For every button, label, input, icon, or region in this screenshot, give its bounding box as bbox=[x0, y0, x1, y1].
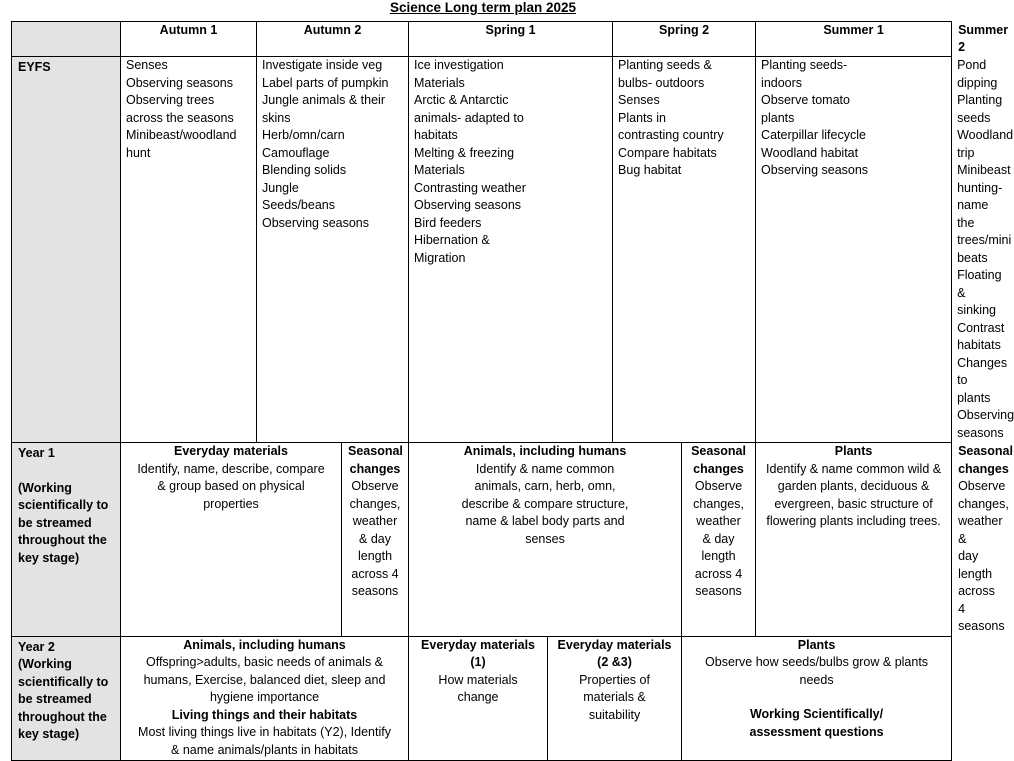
text-line: (2 &3) bbox=[597, 655, 632, 669]
topic-title bbox=[554, 637, 675, 672]
text-line: habitats bbox=[414, 128, 458, 142]
text-line: length bbox=[357, 549, 393, 563]
text-line: properties bbox=[203, 496, 259, 511]
text-line: throughout the bbox=[18, 709, 107, 724]
text-line: Contrasting weather bbox=[414, 180, 526, 195]
year1-seasonal-changes-b bbox=[682, 443, 756, 637]
page-title: Science Long term plan 2025 bbox=[389, 0, 577, 15]
text-line: skins bbox=[262, 110, 291, 125]
text-line: Caterpillar lifecycle bbox=[761, 128, 866, 142]
text-line: Melting & freezing bbox=[414, 145, 515, 160]
year2-plants bbox=[682, 636, 952, 760]
topic-title: Animals, including humans bbox=[183, 637, 346, 652]
header-spring1: Spring 1 bbox=[409, 22, 613, 57]
text-line: Senses bbox=[618, 93, 660, 107]
text-line: Plants in bbox=[618, 110, 666, 125]
text-line: Label parts of pumpkin bbox=[262, 75, 389, 90]
text-line: Year 2 bbox=[18, 639, 55, 654]
eyfs-summer1 bbox=[756, 57, 952, 443]
text-line: length bbox=[701, 549, 736, 563]
year1-label-line: throughout the bbox=[18, 533, 107, 547]
year1-label-line: be streamed bbox=[18, 515, 92, 530]
corner-cell bbox=[12, 22, 121, 57]
topic-title: Animals, including humans bbox=[463, 444, 627, 458]
year1-label-line: Year 1 bbox=[18, 446, 55, 460]
text-line: across 4 bbox=[694, 566, 743, 581]
text-line: hunt bbox=[126, 145, 151, 160]
text-line: Blending solids bbox=[262, 163, 347, 177]
text-line: Identify, name, describe, compare bbox=[137, 461, 325, 476]
text-line: Planting seeds- bbox=[761, 58, 848, 72]
text-line: seasons bbox=[695, 584, 742, 598]
header-autumn1: Autumn 1 bbox=[121, 22, 257, 57]
year2-animals-living-things bbox=[121, 636, 409, 760]
topic-title bbox=[415, 637, 541, 672]
topic-title: Living things and their habitats bbox=[171, 707, 358, 722]
text-line: Senses bbox=[126, 58, 168, 72]
text-line: (Working bbox=[18, 657, 72, 671]
text-line: weather bbox=[696, 514, 741, 528]
topic-title: Everyday materials bbox=[174, 444, 288, 458]
topic-lines bbox=[688, 654, 945, 689]
text-line: be streamed bbox=[18, 692, 92, 706]
year1-label bbox=[12, 443, 121, 637]
text-line: Jungle animals & their bbox=[262, 93, 385, 107]
text-line: Offspring>adults, basic needs of animals & bbox=[145, 655, 384, 669]
topic-title bbox=[688, 443, 749, 478]
header-spring2: Spring 2 bbox=[613, 22, 756, 57]
text-line: suitability bbox=[588, 707, 641, 722]
text-line: bulbs- outdoors bbox=[618, 75, 705, 90]
text-line: Woodland habitat bbox=[761, 145, 859, 160]
eyfs-spring1 bbox=[409, 57, 613, 443]
text-line: changes, bbox=[349, 496, 401, 511]
eyfs-autumn1 bbox=[121, 57, 257, 443]
text-line: Seeds/beans bbox=[262, 198, 335, 212]
text-line: name & label body parts and bbox=[465, 514, 625, 528]
text-line: (1) bbox=[470, 655, 486, 669]
text-line: Observe bbox=[351, 479, 399, 493]
text-line: Materials bbox=[414, 75, 465, 90]
text-line: & name animals/plants in habitats bbox=[171, 742, 358, 757]
text-line: Observe how seeds/bulbs grow & plants bbox=[705, 655, 929, 669]
text-line: scientifically to bbox=[18, 674, 109, 689]
text-line: Identify & name common bbox=[475, 461, 615, 476]
text-line: Observe tomato bbox=[761, 93, 850, 107]
year1-label-line: key stage) bbox=[18, 550, 80, 565]
text-line: Observing seasons bbox=[126, 75, 234, 90]
topic-lines bbox=[688, 478, 749, 601]
year1-everyday-materials bbox=[121, 443, 342, 637]
text-line: hygiene importance bbox=[209, 690, 320, 704]
year1-seasonal-changes-a bbox=[342, 443, 409, 637]
eyfs-row: EYFS Senses Observing seasons Observing trees across the seasons Minibeast/woodland hunt Investigate inside veg Label parts of pumpkin Jungle animals & their skins Herb/omn/carn Camouflage Blending solids Jungle Seeds/beans Observing seasons Ice investigation Materials Arctic & Antarctic animals- adapted to habitats Melting & freezing Materials Contrasting weather Observing seasons Bird feeders Hibernation & Migration Planting seeds & bulbs- outdoors Senses Plants in contrasting country Compare habitats Bug habitat Planting seeds- indoors Observe tomato plants Caterpillar lifecycle Woodland habitat Observing seasons Pond dipping Planting seeds Woodland trip Minibeast hunting- name the trees/mini beats Floating & sinking Contrast habitats Changes to plants Observing seasons bbox=[12, 57, 952, 443]
header-row: Autumn 1 Autumn 2 Spring 1 Spring 2 Summer 1 Summer 2 bbox=[12, 22, 952, 57]
text-line: weather bbox=[352, 514, 398, 528]
topic-title bbox=[348, 443, 402, 478]
text-line: humans, Exercise, balanced diet, sleep and bbox=[143, 672, 386, 687]
text-line: Herb/omn/carn bbox=[262, 128, 345, 142]
topic-lines bbox=[762, 461, 945, 531]
year1-row: Year 1 (Working scientifically to be streamed throughout the key stage) Everyday materials Identify, name, describe, compare & group based on physical properties Seasonal changes Observe changes, weather & day length across 4 seasons Animals, including humans Identify & name common animals, carn, herb, omn, describe & compare structure, name & label body parts and senses Seasonal changes Observe changes, weather & day length across 4 seasons Plants Identify & name common wild & garden plants, deciduous & evergreen, basic structure of flowering plants including trees. Seasonal changes Observe changes, weather & day length across 4 seasons bbox=[12, 443, 952, 637]
eyfs-spring2 bbox=[613, 57, 756, 443]
header-summer1: Summer 1 bbox=[756, 22, 952, 57]
text-line: Hibernation & bbox=[414, 233, 490, 247]
year1-animals bbox=[409, 443, 682, 637]
year2-label bbox=[12, 636, 121, 760]
topic-lines bbox=[348, 478, 402, 601]
text-line: key stage) bbox=[18, 727, 80, 741]
eyfs-label: EYFS bbox=[12, 57, 121, 443]
text-line: & day bbox=[702, 531, 735, 546]
topic-title: Plants bbox=[797, 637, 836, 652]
text-line: evergreen, basic structure of bbox=[774, 496, 933, 511]
year1-plants bbox=[756, 443, 952, 637]
text-line: across the seasons bbox=[126, 110, 234, 125]
header-autumn2: Autumn 2 bbox=[257, 22, 409, 57]
text-line: Planting seeds & bbox=[618, 58, 712, 72]
text-line: Camouflage bbox=[262, 145, 330, 160]
text-line: Observing seasons bbox=[761, 163, 869, 177]
text-line: garden plants, deciduous & bbox=[777, 479, 930, 493]
text-line: Everyday materials bbox=[557, 637, 672, 652]
text-line: flowering plants including trees. bbox=[766, 514, 941, 528]
text-line: materials & bbox=[583, 690, 646, 704]
text-line: Jungle bbox=[262, 180, 299, 195]
year2-row bbox=[12, 636, 952, 760]
text-line: indoors bbox=[761, 75, 803, 90]
year2-everyday-materials-1 bbox=[409, 636, 548, 760]
text-line: needs bbox=[799, 672, 834, 687]
text-line: changes, bbox=[693, 496, 744, 511]
text-line: Most living things live in habitats (Y2), Identify bbox=[138, 725, 391, 739]
text-line: Observing trees bbox=[126, 93, 215, 107]
topic-footer bbox=[688, 706, 945, 741]
text-line: Observe bbox=[694, 479, 743, 493]
text-line: Seasonal bbox=[691, 444, 746, 458]
topic-lines bbox=[127, 461, 335, 514]
text-line: change bbox=[457, 690, 499, 704]
topic-lines bbox=[415, 461, 675, 549]
text-line: How materials bbox=[438, 672, 518, 687]
text-line: Minibeast/woodland bbox=[126, 128, 237, 142]
text-line: Bird feeders bbox=[414, 215, 482, 230]
text-line: animals, carn, herb, omn, bbox=[474, 479, 616, 493]
text-line: Identify & name common wild & bbox=[766, 461, 942, 476]
long-term-plan-table bbox=[11, 21, 1014, 761]
text-line: plants bbox=[761, 110, 795, 125]
text-line: across 4 bbox=[351, 566, 399, 581]
text-line: Arctic & Antarctic bbox=[414, 93, 509, 107]
text-line: describe & compare structure, bbox=[461, 496, 629, 511]
text-line: Investigate inside veg bbox=[262, 58, 383, 72]
text-line: Properties of bbox=[579, 672, 650, 687]
text-line: & group based on physical bbox=[157, 479, 305, 493]
text-line: changes bbox=[693, 461, 744, 476]
topic-lines bbox=[554, 672, 675, 725]
year2-everyday-materials-2-3 bbox=[548, 636, 682, 760]
text-line: Materials bbox=[414, 163, 465, 177]
text-line: senses bbox=[525, 531, 565, 546]
text-line: Ice investigation bbox=[414, 58, 504, 72]
text-line: Bug habitat bbox=[618, 163, 682, 177]
text-line: Compare habitats bbox=[618, 145, 717, 160]
text-line: Working Scientifically/ bbox=[749, 707, 884, 721]
year1-label-line: scientifically to bbox=[18, 498, 109, 512]
text-line: Seasonal bbox=[348, 444, 403, 458]
text-line: contrasting country bbox=[618, 128, 724, 142]
text-line: Migration bbox=[414, 250, 466, 265]
year1-label-line: (Working bbox=[18, 480, 72, 495]
text-line: & day bbox=[359, 531, 391, 546]
text-line: assessment questions bbox=[749, 724, 884, 739]
text-line: Everyday materials bbox=[421, 637, 535, 652]
eyfs-autumn2 bbox=[257, 57, 409, 443]
topic-lines bbox=[415, 672, 541, 707]
text-line: changes bbox=[349, 461, 401, 476]
text-line: Observing seasons bbox=[262, 215, 370, 230]
text-line: seasons bbox=[351, 584, 399, 598]
topic-title: Plants bbox=[834, 444, 873, 458]
topic-lines bbox=[127, 654, 402, 707]
text-line: Observing seasons bbox=[414, 198, 522, 212]
topic-lines bbox=[127, 724, 402, 759]
text-line: animals- adapted to bbox=[414, 110, 524, 125]
